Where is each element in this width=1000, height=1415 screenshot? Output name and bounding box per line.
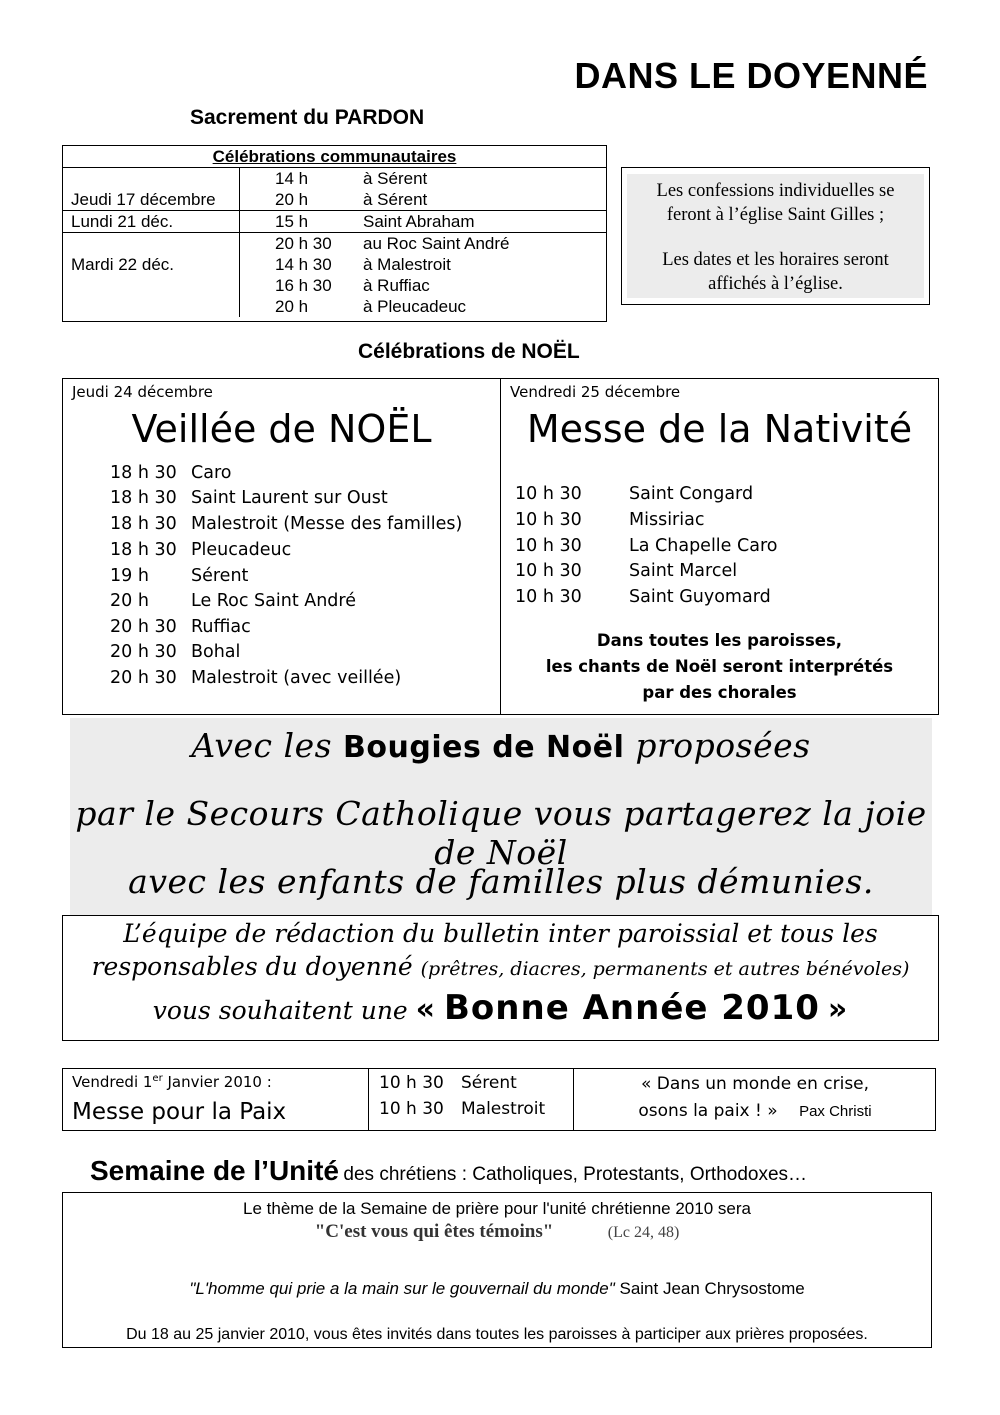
list-item: 10 h 30 Saint Guyomard xyxy=(515,587,771,607)
wishes-line-3: vous souhaitent une « Bonne Année 2010 » xyxy=(152,988,849,1028)
pardon-time: 14 h xyxy=(275,169,309,188)
pardon-time: 16 h 30 xyxy=(275,276,332,295)
list-item: 18 h 30 Malestroit (Messe des familles) xyxy=(110,514,463,534)
list-item: 18 h 30 Pleucadeuc xyxy=(110,540,292,560)
list-item: 18 h 30 Saint Laurent sur Oust xyxy=(110,488,388,508)
pardon-day: Jeudi 17 décembre xyxy=(63,189,240,211)
new-year-wishes-box xyxy=(62,915,939,1041)
pardon-place: à Pleucadeuc xyxy=(363,297,467,316)
peace-mass-date: Vendredi 1er Janvier 2010 : xyxy=(72,1073,272,1091)
bougies-line-1: Avec les Bougies de Noël proposées xyxy=(191,726,811,765)
list-item: 19 h Sérent xyxy=(110,566,249,586)
confession-line: Les confessions individuelles se xyxy=(656,181,895,201)
pardon-time: 20 h xyxy=(275,190,309,209)
table-row xyxy=(63,168,606,190)
peace-mass-title: Messe pour la Paix xyxy=(72,1099,287,1125)
chrysostom-quote: "L'homme qui prie a la main sur le gouvernail du monde" Saint Jean Chrysostome xyxy=(189,1279,805,1298)
wishes-line-2: responsables du doyenné (prêtres, diacres, permanents et autres bénévoles) xyxy=(91,952,910,981)
pardon-place: à Ruffiac xyxy=(363,276,430,295)
page-title: DANS LE DOYENNÉ xyxy=(574,55,928,96)
unity-invitation: Du 18 au 25 janvier 2010, vous êtes invités dans toutes les paroisses à participer aux prières proposées. xyxy=(126,1326,868,1343)
unity-theme-quote-line: "C'est vous qui êtes témoins" (Lc 24, 48) xyxy=(314,1221,680,1242)
table-row xyxy=(63,233,606,255)
unity-week-title: Semaine de l’Unité des chrétiens : Catholiques, Protestants, Orthodoxes… xyxy=(90,1155,808,1186)
noel-right-date: Vendredi 25 décembre xyxy=(510,383,681,401)
list-item: 10 h 30 Missiriac xyxy=(515,510,705,530)
noel-right-heading: Messe de la Nativité xyxy=(526,407,913,451)
peace-mass-box xyxy=(62,1068,936,1131)
pardon-table-header: Célébrations communautaires xyxy=(63,146,606,168)
pardon-place: à Sérent xyxy=(363,169,428,188)
wishes-line-1: L’équipe de rédaction du bulletin inter paroissial et tous les xyxy=(123,919,878,948)
pardon-time: 14 h 30 xyxy=(275,255,332,274)
quote-source: Pax Christi xyxy=(799,1103,872,1120)
noel-left-heading: Veillée de NOËL xyxy=(131,407,432,451)
pardon-section-title: Sacrement du PARDON xyxy=(190,106,425,129)
confession-line: Les dates et les horaires seront xyxy=(662,250,889,270)
bonne-annee-text: Bonne Année 2010 xyxy=(444,988,820,1028)
pardon-day: Lundi 21 déc. xyxy=(63,211,240,233)
pardon-time: 20 h xyxy=(275,297,309,316)
pardon-day: Mardi 22 déc. xyxy=(63,254,240,275)
pardon-place: au Roc Saint André xyxy=(355,233,606,255)
bougies-line-3: avec les enfants de familles plus démunies. xyxy=(128,862,874,901)
unity-theme-line: Le thème de la Semaine de prière pour l'unité chrétienne 2010 sera xyxy=(243,1199,751,1218)
column-divider xyxy=(368,1069,369,1130)
pardon-place: à Malestroit xyxy=(363,255,451,274)
pardon-place: Saint Abraham xyxy=(355,211,606,233)
pax-christi-quote: « Dans un monde en crise, xyxy=(640,1074,870,1094)
pardon-place: à Sérent xyxy=(363,190,428,209)
table-row xyxy=(63,211,606,233)
pardon-time: 20 h 30 xyxy=(240,233,356,255)
confession-line: feront à l’église Saint Gilles ; xyxy=(666,205,885,225)
list-item: 10 h 30 Sérent xyxy=(379,1073,517,1093)
confession-notice xyxy=(621,167,930,305)
bougies-line-2: par le Secours Catholique vous partagerez la joie de Noël xyxy=(75,794,927,872)
pax-christi-quote-line-2: osons la paix ! » Pax Christi xyxy=(638,1101,872,1121)
list-item: 10 h 30 Saint Marcel xyxy=(515,561,738,581)
noel-left-date: Jeudi 24 décembre xyxy=(72,383,213,401)
list-item: 10 h 30 Saint Congard xyxy=(515,484,754,504)
chorale-note: Dans toutes les paroisses, les chants de Noël seront interprétés par des chorales xyxy=(545,631,894,702)
list-item: 10 h 30 La Chapelle Caro xyxy=(515,536,778,556)
column-divider xyxy=(573,1069,574,1130)
table-row xyxy=(63,189,606,211)
list-item: 10 h 30 Malestroit xyxy=(379,1099,546,1119)
list-item: 20 h 30 Ruffiac xyxy=(110,617,251,637)
noel-section-title: Célébrations de NOËL xyxy=(358,340,580,363)
pardon-schedule-table xyxy=(62,145,607,322)
bougies-banner xyxy=(70,718,932,916)
list-item: 20 h 30 Malestroit (avec veillée) xyxy=(110,668,402,688)
confession-line: affichés à l’église. xyxy=(708,274,843,294)
noel-schedule-box xyxy=(62,378,939,715)
table-row xyxy=(63,275,606,296)
bougies-highlight: Bougies de Noël xyxy=(343,730,625,765)
pardon-time: 15 h xyxy=(240,211,356,233)
unity-week-box xyxy=(62,1192,932,1348)
list-item: 20 h Le Roc Saint André xyxy=(110,591,356,611)
table-row xyxy=(63,296,606,317)
list-item: 18 h 30 Caro xyxy=(110,463,232,483)
table-row xyxy=(63,254,606,275)
list-item: 20 h 30 Bohal xyxy=(110,642,241,662)
